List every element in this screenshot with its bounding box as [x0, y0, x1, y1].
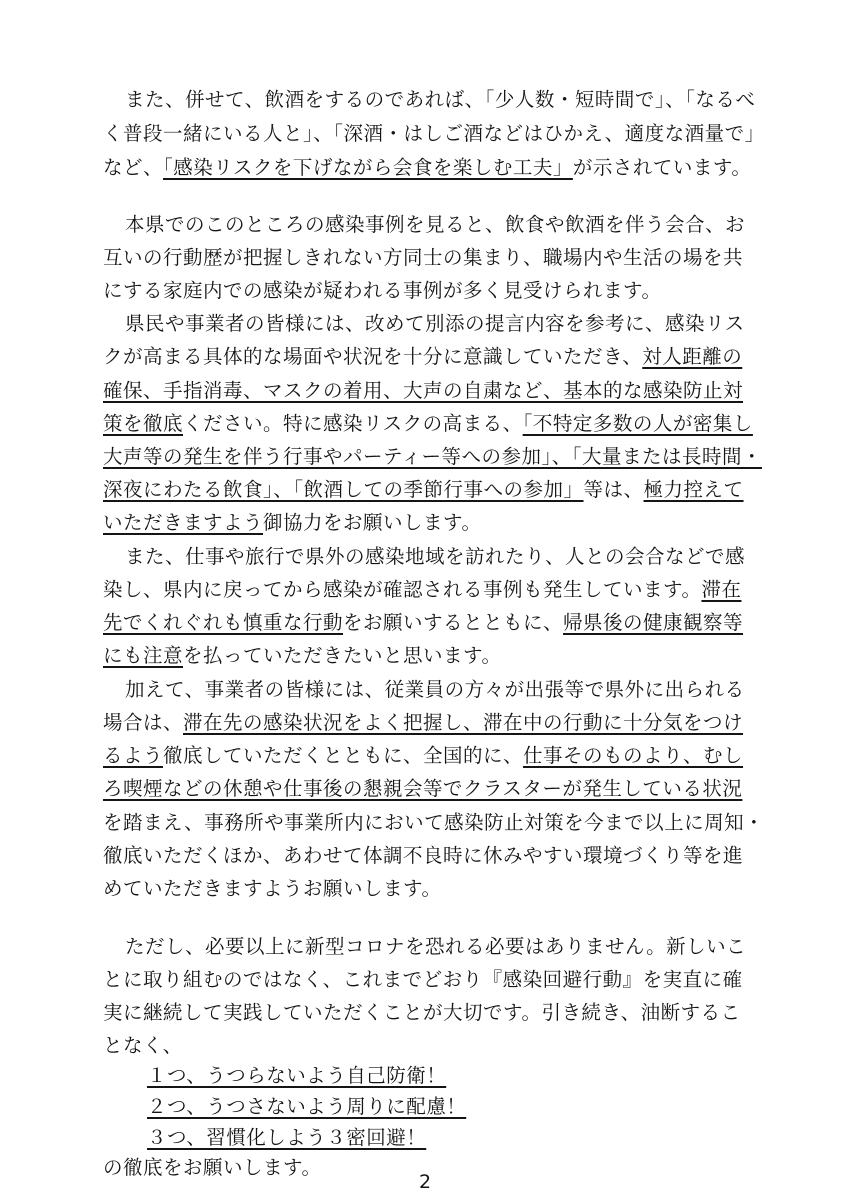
text-line: 染し、県内に戻ってから感染が確認される事例も発生しています。滞在 — [103, 578, 742, 601]
text-line: クが高まる具体的な場面や状況を十分に意識していただき、対人距離の — [103, 345, 743, 368]
list-item — [147, 1094, 466, 1120]
underlined-phrase: 滞在先の感染状況をよく把握し、滞在中の行動に十分気をつけ — [183, 711, 744, 734]
underlined-phrase: 大声等の発生を伴う行事やパーティー等への参加」、「大量または長時間・ — [103, 445, 762, 468]
page-number: 2 — [418, 1171, 432, 1193]
text-line: めていただきますようお願いします。 — [103, 877, 442, 900]
underlined-phrase: 先でくれぐれも慎重な行動 — [103, 611, 344, 634]
underlined-phrase: 帰県後の健康観察等 — [563, 611, 744, 634]
underlined-phrase: 策を徹底 — [103, 412, 184, 435]
underlined-phrase: １つ、うつらないよう自己防衛！ — [147, 1064, 447, 1087]
text-line: 加えて、事業者の皆様には、従業員の方々が出張等で県外に出られる — [125, 678, 745, 701]
text-line: の徹底をお願いします。 — [103, 1156, 322, 1179]
text-line: を踏まえ、事務所や事業所内において感染防止対策を今まで以上に周知・ — [103, 811, 765, 834]
underlined-phrase: ３つ、習慣化しよう３密回避！ — [147, 1126, 427, 1149]
text-line: 徹底いただくほか、あわせて体調不良時に休みやすい環境づくり等を進 — [103, 844, 744, 867]
text-line — [103, 378, 743, 404]
text-line: く普段一緒にいる人と」、「深酒・はしご酒などはひかえ、適度な酒量で」 — [103, 122, 765, 145]
underlined-phrase: 極力控えて — [643, 478, 744, 501]
text-line: いただきますよう御協力をお願いします。 — [103, 511, 482, 534]
underlined-phrase: 滞在 — [701, 578, 742, 601]
underlined-phrase: 対人距離の — [642, 345, 743, 368]
text-line: 場合は、滞在先の感染状況をよく把握し、滞在中の行動に十分気をつけ — [103, 711, 744, 734]
underlined-phrase: 「感染リスクを下げながら会食を楽しむ工夫」 — [163, 156, 573, 179]
text-line: など、「感染リスクを下げながら会食を楽しむ工夫」が示されています。 — [103, 156, 752, 179]
text-line: 先でくれぐれも慎重な行動をお願いするとともに、帰県後の健康観察等 — [103, 611, 744, 634]
list-item — [147, 1063, 446, 1089]
underlined-phrase: 確保、手指消毒、マスクの着用、大声の自粛など、基本的な感染防止対 — [103, 379, 744, 402]
text-line: にも注意を払っていただきたいと思います。 — [103, 644, 502, 667]
text-line: となく、 — [103, 1034, 183, 1057]
underlined-phrase: 仕事そのものより、むし — [523, 744, 744, 767]
text-line: とに取り組むのではなく、これまでどおり『感染回避行動』を実直に確 — [103, 968, 743, 991]
text-line: 互いの行動歴が把握しきれない方同士の集まり、職場内や生活の場を共 — [103, 246, 744, 269]
underlined-phrase: にも注意 — [103, 644, 184, 667]
text-line — [103, 444, 762, 470]
underlined-phrase: ２つ、うつさないよう周りに配慮！ — [147, 1095, 467, 1118]
text-line: 実に継続して実践していただくことが大切です。引き続き、油断するこ — [103, 1001, 741, 1024]
underlined-phrase: るよう — [103, 744, 164, 767]
list-item — [147, 1125, 426, 1151]
underlined-phrase: いただきますよう — [103, 511, 264, 534]
text-line: 策を徹底ください。特に感染リスクの高まる、「不特定多数の人が密集し — [103, 412, 753, 435]
text-line: 深夜にわたる飲食」、「飲酒しての季節行事への参加」等は、極力控えて — [103, 478, 744, 501]
text-line: 県民や事業者の皆様には、改めて別添の提言内容を参考に、感染リス — [125, 312, 745, 335]
text-line: また、併せて、飲酒をするのであれば、「少人数・短時間で」、「なるべ — [125, 88, 756, 111]
text-line: ただし、必要以上に新型コロナを恐れる必要はありません。新しいこ — [125, 935, 747, 958]
text-line — [103, 776, 742, 802]
text-line: にする家庭内での感染が疑われる事例が多く見受けられます。 — [103, 279, 662, 302]
underlined-phrase: 「不特定多数の人が密集し — [522, 412, 753, 435]
underlined-phrase: 深夜にわたる飲食」、「飲酒しての季節行事への参加」 — [103, 478, 584, 501]
underlined-phrase: ろ喫煙などの休憩や仕事後の懇親会等でクラスターが発生している状況 — [103, 777, 743, 800]
text-line: るよう徹底していただくとともに、全国的に、仕事そのものより、むし — [103, 744, 744, 767]
text-line: また、仕事や旅行で県外の感染地域を訪れたり、人との会合などで感 — [125, 545, 746, 568]
text-line: 本県でのこのところの感染事例を見ると、飲食や飲酒を伴う会合、お — [125, 213, 746, 236]
